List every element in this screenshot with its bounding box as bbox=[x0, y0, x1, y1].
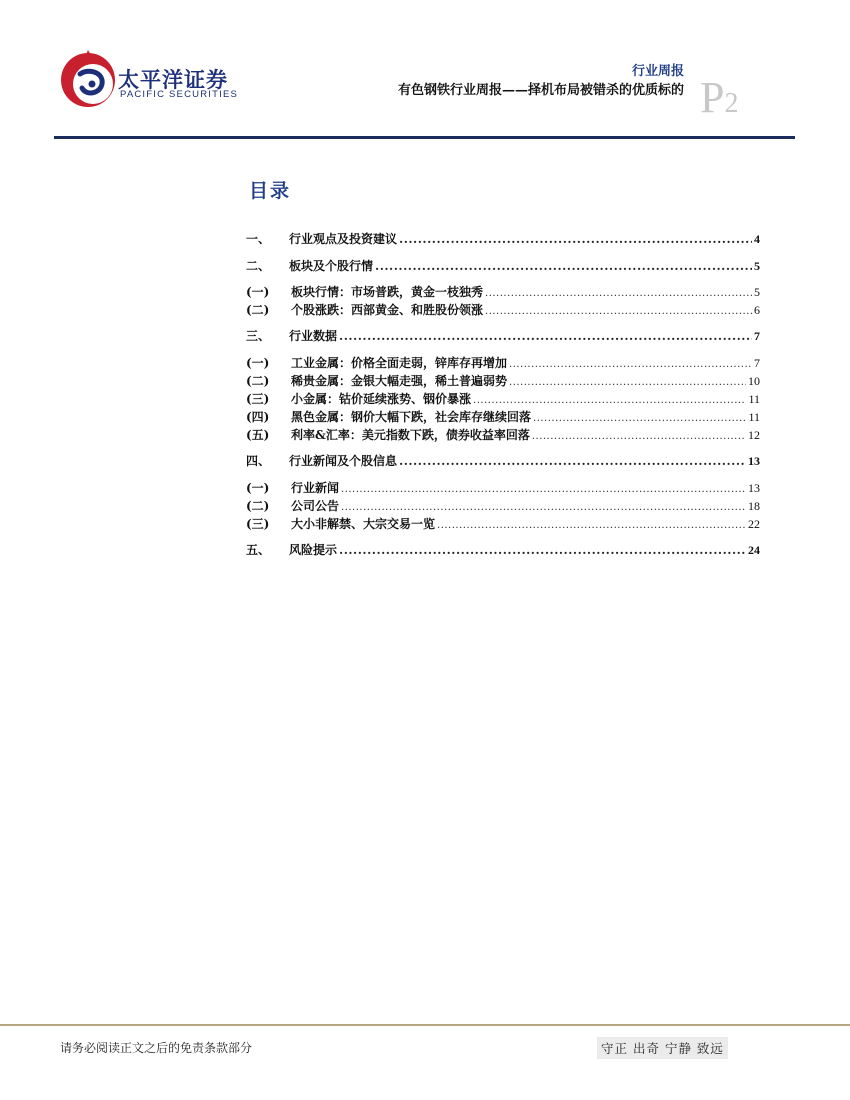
toc-entry-page: 4 bbox=[754, 232, 760, 246]
toc-dot-leader bbox=[509, 359, 752, 370]
toc-dot-leader bbox=[532, 431, 746, 442]
pacific-securities-logo-icon bbox=[58, 44, 118, 112]
page-tag-letter: P bbox=[700, 73, 725, 122]
toc-entry-title: 行业新闻 bbox=[291, 481, 340, 495]
toc-entry-number: (一) bbox=[246, 356, 270, 370]
toc-entry-number: 三、 bbox=[246, 329, 271, 343]
toc-entry-number: (三) bbox=[246, 392, 270, 406]
toc-entry-page: 18 bbox=[748, 499, 760, 513]
toc-dot-leader bbox=[399, 232, 752, 246]
toc-entry-title: 大小非解禁、大宗交易一览 bbox=[291, 517, 436, 531]
toc-entry-title: 风险提示 bbox=[289, 543, 338, 557]
toc-dot-leader bbox=[341, 502, 746, 513]
disclaimer-text: 请务必阅读正文之后的免责条款部分 bbox=[60, 1041, 253, 1055]
toc-entry[interactable] bbox=[246, 372, 760, 390]
toc-entry-number: 二、 bbox=[246, 259, 271, 273]
toc-entry[interactable] bbox=[246, 497, 760, 515]
toc-entry-page: 11 bbox=[748, 392, 760, 406]
toc-entry-title: 板块及个股行情 bbox=[289, 259, 374, 273]
toc-entry-page: 10 bbox=[748, 374, 760, 388]
toc-entry-number: (二) bbox=[246, 499, 270, 513]
toc-entry[interactable] bbox=[246, 283, 760, 301]
toc-entry-title: 行业新闻及个股信息 bbox=[289, 454, 398, 468]
toc-dot-leader bbox=[473, 395, 746, 406]
toc-entry-page: 5 bbox=[754, 285, 760, 299]
toc-entry-page: 5 bbox=[754, 259, 760, 273]
toc-dot-leader bbox=[509, 377, 746, 388]
toc-dot-leader bbox=[341, 484, 746, 495]
toc-entry-title: 公司公告 bbox=[291, 499, 340, 513]
toc-entry-title: 小金属：钴价延续涨势、铟价暴涨 bbox=[291, 392, 472, 406]
toc-entry-title: 工业金属：价格全面走弱，锌库存再增加 bbox=[291, 356, 508, 370]
toc-entry-title: 个股涨跌：西部黄金、和胜股份领涨 bbox=[291, 303, 484, 317]
toc-entry[interactable] bbox=[246, 301, 760, 319]
toc-entry-title: 黑色金属：钢价大幅下跌，社会库存继续回落 bbox=[291, 410, 532, 424]
toc-entry-page: 7 bbox=[754, 329, 760, 343]
toc-entry[interactable] bbox=[246, 452, 760, 470]
toc-entry-page: 13 bbox=[748, 454, 760, 468]
toc-entry[interactable] bbox=[246, 354, 760, 372]
toc-dot-leader bbox=[533, 413, 746, 424]
toc-entry-title: 板块行情：市场普跌，黄金一枝独秀 bbox=[291, 285, 484, 299]
toc-entry[interactable] bbox=[246, 479, 760, 497]
report-type: 行业周报 bbox=[631, 64, 684, 79]
company-motto: 守正 出奇 宁静 致远 bbox=[597, 1037, 728, 1059]
toc-entry-title: 稀贵金属：金银大幅走强，稀土普遍弱势 bbox=[291, 374, 508, 388]
page-tag bbox=[700, 72, 738, 123]
toc-dot-leader bbox=[339, 543, 746, 557]
toc-entry-number: 一、 bbox=[246, 232, 271, 246]
toc-entry[interactable] bbox=[246, 426, 760, 444]
brand-name-en: PACIFIC SECURITIES bbox=[120, 89, 239, 100]
footer-divider bbox=[0, 1024, 850, 1026]
toc-entry[interactable] bbox=[246, 408, 760, 426]
toc-dot-leader bbox=[485, 288, 752, 299]
toc-heading: 目录 bbox=[249, 180, 292, 202]
toc-entry-number: 五、 bbox=[246, 543, 271, 557]
toc-dot-leader bbox=[437, 520, 746, 531]
header-divider bbox=[54, 136, 795, 139]
toc-entry-page: 24 bbox=[748, 543, 760, 557]
toc-entry-number: (一) bbox=[246, 285, 270, 299]
page-tag-number: 2 bbox=[724, 88, 739, 119]
toc-entry[interactable] bbox=[246, 390, 760, 408]
toc-entry-page: 7 bbox=[754, 356, 760, 370]
toc-entry-page: 22 bbox=[748, 517, 760, 531]
toc-entry-number: (二) bbox=[246, 374, 270, 388]
toc-entry-number: (二) bbox=[246, 303, 270, 317]
toc-entry-title: 行业观点及投资建议 bbox=[289, 232, 398, 246]
toc-entry-page: 12 bbox=[748, 428, 760, 442]
toc-dot-leader bbox=[339, 329, 752, 343]
toc-entry-page: 11 bbox=[748, 410, 760, 424]
toc-entry-title: 利率&汇率：美元指数下跌，债券收益率回落 bbox=[291, 428, 530, 442]
toc-entry-number: (四) bbox=[246, 410, 270, 424]
toc-entry-number: (三) bbox=[246, 517, 270, 531]
toc-entry-page: 13 bbox=[748, 481, 760, 495]
toc-entry[interactable] bbox=[246, 230, 760, 248]
toc-entry-number: (五) bbox=[246, 428, 270, 442]
toc-entry[interactable] bbox=[246, 257, 760, 275]
toc-entry[interactable] bbox=[246, 515, 760, 533]
toc-dot-leader bbox=[399, 454, 746, 468]
page-header bbox=[0, 0, 850, 140]
toc-entry[interactable] bbox=[246, 541, 760, 559]
toc-dot-leader bbox=[485, 306, 752, 317]
brand-name-cn: 太平洋证券 bbox=[118, 68, 228, 92]
toc-entry-title: 行业数据 bbox=[289, 329, 338, 343]
toc-entry-number: 四、 bbox=[246, 454, 271, 468]
report-title: 有色钢铁行业周报——择机布局被错杀的优质标的 bbox=[397, 83, 684, 98]
toc-entry[interactable] bbox=[246, 327, 760, 345]
toc-dot-leader bbox=[375, 259, 752, 273]
toc-entry-page: 6 bbox=[754, 303, 760, 317]
toc-entry-number: (一) bbox=[246, 481, 270, 495]
